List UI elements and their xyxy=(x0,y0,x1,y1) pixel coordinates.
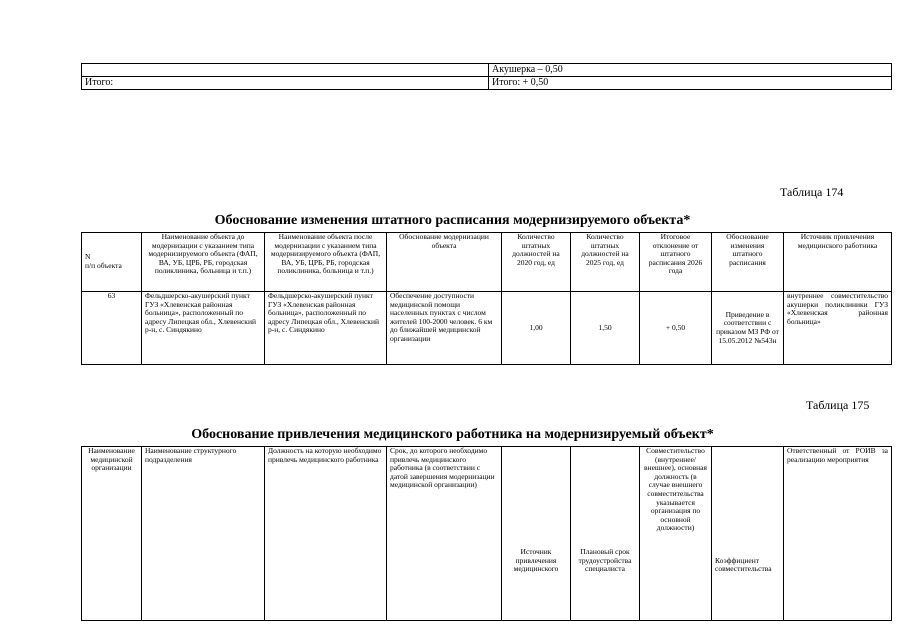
column-header: Ответственный от РОИВ за реализацию мероприятия xyxy=(784,447,892,621)
header-row xyxy=(82,233,892,292)
column-header: Должность на которую необходимо привлечь медицинского работника xyxy=(265,447,387,621)
summary-table xyxy=(81,63,892,90)
table-title: Обоснование привлечения медицинского работника на модернизируемый объект* xyxy=(191,427,714,442)
column-header: Количество штатных должностей на 2025 год, ед xyxy=(571,233,640,292)
worker-recruitment-table xyxy=(81,446,892,621)
column-header: Плановый срок трудоустройства специалиста xyxy=(571,447,640,621)
column-header: N п/п объекта xyxy=(82,233,142,292)
table-label: Таблица 175 xyxy=(806,398,870,412)
table-cell: 63 xyxy=(82,292,142,365)
header-row xyxy=(82,447,892,621)
table-cell: Фельдшерско-акушерский пункт ГУЗ «Хлевенская районная больница», расположенный по адресу Липецкая обл., Хлевенский р-н, с. Синдякино xyxy=(265,292,387,365)
table-cell: Акушерка – 0,50 xyxy=(489,64,892,77)
column-header: Итоговое отклонение от штатного расписания 2026 года xyxy=(640,233,712,292)
table-cell: 1,50 xyxy=(571,292,640,365)
column-header: Коэффициент совместительства xyxy=(712,447,784,621)
table-title: Обоснование изменения штатного расписания модернизируемого объекта* xyxy=(214,213,691,228)
column-header: Обоснование изменения штатного расписания xyxy=(712,233,784,292)
column-header: Наименование структурного подразделения xyxy=(142,447,265,621)
column-header: Наименование объекта после модернизации с указанием типа модернизируемого объекта (ФАП, ВА, УБ, ЦРБ, РБ, городская поликлиника, больница и т.п.) xyxy=(265,233,387,292)
column-header: Наименование объекта до модернизации с указанием типа модернизируемого объекта (ФАП, ВА, УБ, ЦРБ, РБ, городская поликлиника, больница и т.п.) xyxy=(142,233,265,292)
column-header: Количество штатных должностей на 2020 год, ед xyxy=(502,233,571,292)
column-header: Источник привлечения медицинского xyxy=(502,447,571,621)
table-cell xyxy=(82,64,489,77)
column-header: Срок, до которого необходимо привлечь медицинского работника (в соответствии с датой завершения модернизации медицинской организации) xyxy=(387,447,502,621)
column-header: Наименование медицинской организации xyxy=(82,447,142,621)
table-cell: + 0,50 xyxy=(640,292,712,365)
column-header: Источник привлечения медицинского работника xyxy=(784,233,892,292)
table-cell: Приведение в соответствии с приказом МЗ РФ от 15.05.2012 №543н xyxy=(712,292,784,365)
table-cell: 1,00 xyxy=(502,292,571,365)
total-value: Итого: + 0,50 xyxy=(489,77,892,90)
table-row xyxy=(82,77,892,90)
table-cell: Фельдшерско-акушерский пункт ГУЗ «Хлевенская районная больница», расположенный по адресу Липецкая обл., Хлевенский р-н, с. Синдякино xyxy=(142,292,265,365)
total-label: Итого: xyxy=(82,77,489,90)
table-row xyxy=(82,64,892,77)
table-cell: Обеспечение доступности медицинской помощи населенных пунктах с числом жителей 100-2000 человек. 6 км до ближайшей медицинской организации xyxy=(387,292,502,365)
staffing-change-table xyxy=(81,232,892,365)
table-label: Таблица 174 xyxy=(780,185,844,199)
table-cell: внутреннее совместительство акушерки поликлиники ГУЗ «Хлевенская районная больница» xyxy=(784,292,892,365)
table-row xyxy=(82,292,892,365)
column-header: Совместительство (внутреннее/внешнее), основная должность (в случае внешнего совместительства указывается организация по основной должности) xyxy=(640,447,712,621)
column-header: Обоснование модернизации объекта xyxy=(387,233,502,292)
